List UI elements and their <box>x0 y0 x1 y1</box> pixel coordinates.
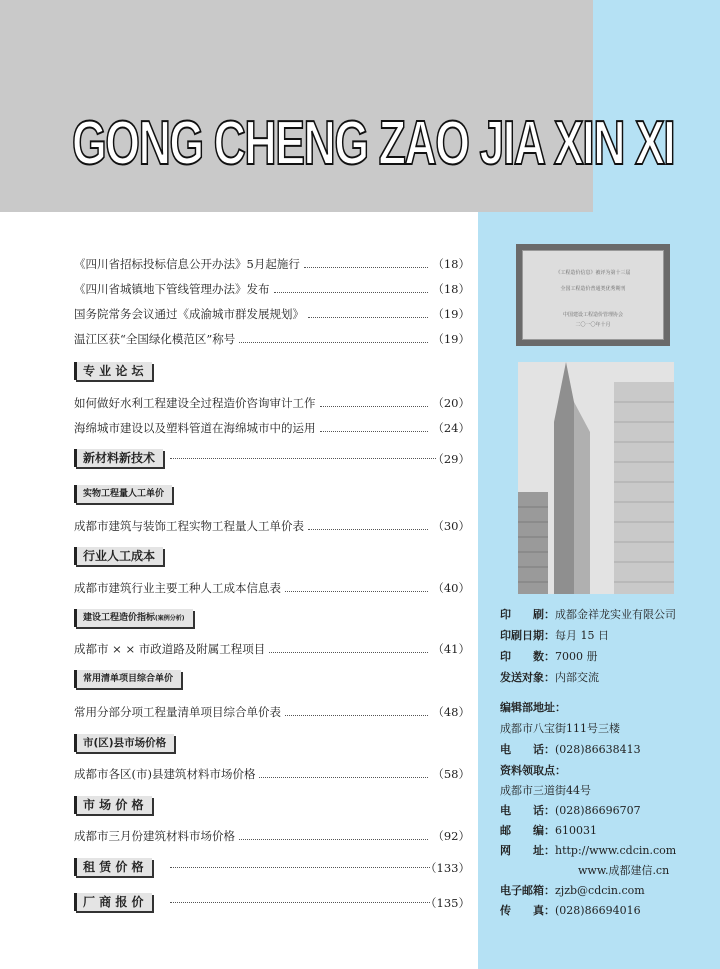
info-label: 电 话： <box>500 804 555 817</box>
certificate-line: 《工程造价信息》被评为第十三届 <box>555 270 631 276</box>
info-print-count <box>500 648 598 664</box>
toc-item[interactable] <box>74 828 470 844</box>
toc-item-page: （58） <box>432 767 470 781</box>
section-header-bill-unit-price[interactable] <box>74 670 470 690</box>
section-header-new-materials[interactable] <box>74 449 470 469</box>
toc-item-title: 成都市建筑行业主要工种人工成本信息表 <box>74 581 281 595</box>
info-value: 内部交流 <box>555 671 599 684</box>
toc-item-title: 成都市建筑与装饰工程实物工程量人工单价表 <box>74 519 304 533</box>
toc-item-page: （41） <box>432 642 470 656</box>
info-edit-address <box>500 720 620 736</box>
toc-item[interactable] <box>74 704 470 720</box>
section-tag <box>74 609 193 627</box>
info-print <box>500 606 676 622</box>
toc-item-page: （48） <box>432 705 470 719</box>
info-value[interactable]: zjzb@cdcin.com <box>555 884 645 897</box>
info-label: 资料领取点： <box>500 764 566 777</box>
info-value[interactable]: http://www.cdcin.com <box>555 844 677 857</box>
info-collect-address <box>500 782 591 798</box>
info-collect-label <box>500 762 566 778</box>
toc-item[interactable] <box>74 331 470 347</box>
section-tag: 市(区)县市场价格 <box>74 734 174 752</box>
leader-dots <box>308 317 428 318</box>
leader-dots <box>170 867 430 868</box>
section-tag-label: 建设工程造价指标 <box>83 613 156 623</box>
toc-item[interactable] <box>74 766 470 782</box>
toc-item-page: （20） <box>432 396 470 410</box>
info-value: 成都市八宝街111号三楼 <box>500 722 620 735</box>
info-value: 每月 15 日 <box>555 629 609 642</box>
info-label: 印刷日期： <box>500 629 555 642</box>
certificate-line: 二〇一〇年十月 <box>575 322 611 328</box>
info-label: 传 真： <box>500 904 555 917</box>
info-label: 发送对象： <box>500 671 555 684</box>
toc-item[interactable] <box>74 281 470 297</box>
page-title: GONG CHENG ZAO JIA XIN XI <box>72 109 675 178</box>
info-label: 网 址： <box>500 844 555 857</box>
toc-item-title: 《四川省城镇地下管线管理办法》发布 <box>74 282 270 296</box>
info-label: 印 数： <box>500 650 555 663</box>
section-header-cost-index[interactable] <box>74 609 470 629</box>
toc-item[interactable] <box>74 580 470 596</box>
info-value[interactable]: www.成都建信.cn <box>578 864 670 877</box>
section-header-county-market-price[interactable] <box>74 734 470 754</box>
skyscraper-photo <box>518 362 674 594</box>
toc-item-title: 常用分部分项工程量清单项目综合单价表 <box>74 705 281 719</box>
section-tag: 市 场 价 格 <box>74 796 152 814</box>
toc-item-title: 国务院常务会议通过《成渝城市群发展规划》 <box>74 307 304 321</box>
header-band <box>0 0 593 212</box>
leader-dots <box>274 292 429 293</box>
info-value: 成都金祥龙实业有限公司 <box>555 608 676 621</box>
section-tag: 行业人工成本 <box>74 547 163 565</box>
certificate-line: 中国建设工程造价管理协会 <box>562 312 623 318</box>
info-label: 邮 编： <box>500 824 555 837</box>
leader-dots <box>304 267 429 268</box>
section-header-market-price[interactable] <box>74 796 470 816</box>
leader-dots <box>259 777 428 778</box>
header-right-column <box>593 0 720 212</box>
info-value: 成都市三道街44号 <box>500 784 591 797</box>
info-value: (028)86694016 <box>555 904 641 917</box>
leader-dots <box>170 902 430 903</box>
toc-item[interactable] <box>74 256 470 272</box>
info-website[interactable] <box>500 842 676 858</box>
info-website-2[interactable] <box>578 862 669 878</box>
toc-item-title: 成都市各区(市)县建筑材料市场价格 <box>74 767 256 781</box>
toc-item-page: （18） <box>432 282 470 296</box>
info-value: 7000 册 <box>555 650 598 663</box>
leader-dots <box>239 342 428 343</box>
section-tag: 专 业 论 坛 <box>74 362 152 380</box>
toc-item-page: （19） <box>432 307 470 321</box>
toc-item-title: 《四川省招标投标信息公开办法》5月起施行 <box>74 257 300 271</box>
leader-dots <box>285 591 428 592</box>
certificate-image <box>516 244 670 346</box>
info-label: 编辑部地址： <box>500 701 566 714</box>
info-value: (028)86638413 <box>555 743 641 756</box>
toc-item-page: （18） <box>432 257 470 271</box>
toc-item-page: （133） <box>425 861 470 875</box>
leader-dots <box>170 458 436 459</box>
section-header-professional-forum[interactable] <box>74 362 470 382</box>
leader-dots <box>285 715 428 716</box>
toc-item[interactable] <box>74 395 470 411</box>
info-value: (028)86696707 <box>555 804 641 817</box>
skyscraper-icon <box>518 362 674 594</box>
toc-item-page: （19） <box>432 332 470 346</box>
leader-dots <box>239 839 428 840</box>
section-tag: 常用清单项目综合单价 <box>74 670 181 688</box>
section-tag: 新材料新技术 <box>74 449 163 467</box>
toc-item-title: 成都市 × × 市政道路及附属工程项目 <box>74 642 266 656</box>
section-tag: 厂 商 报 价 <box>74 893 152 911</box>
certificate-line: 全国工程造价普通类优秀期刊 <box>560 286 626 292</box>
toc-item[interactable] <box>74 306 470 322</box>
toc-item-page: （24） <box>432 421 470 435</box>
certificate-paper <box>522 250 664 340</box>
toc-item-page: （30） <box>432 519 470 533</box>
info-edit-phone <box>500 741 641 757</box>
section-tag-note: (案例分析) <box>155 615 185 622</box>
leader-dots <box>320 431 429 432</box>
toc-item-page: （135） <box>425 896 470 910</box>
info-email[interactable] <box>500 882 645 898</box>
section-header-rental-price[interactable] <box>74 858 470 878</box>
toc-item[interactable] <box>74 420 470 436</box>
section-tag: 实物工程量人工单价 <box>74 485 172 503</box>
info-value: 610031 <box>555 824 597 837</box>
toc-item[interactable] <box>74 518 470 534</box>
info-collect-phone <box>500 802 641 818</box>
toc-item-title: 如何做好水利工程建设全过程造价咨询审计工作 <box>74 396 316 410</box>
toc-item-page: （92） <box>432 829 470 843</box>
leader-dots <box>320 406 429 407</box>
toc-item-title: 温江区获“全国绿化模范区”称号 <box>74 332 236 346</box>
info-fax <box>500 902 641 918</box>
section-header-quantity-labor-price[interactable] <box>74 485 470 505</box>
info-edit-address-label <box>500 699 566 715</box>
section-header-vendor-quote[interactable] <box>74 893 470 913</box>
info-postcode <box>500 822 597 838</box>
leader-dots <box>269 652 428 653</box>
toc-item-title: 海绵城市建设以及塑料管道在海绵城市中的运用 <box>74 421 316 435</box>
info-print-date <box>500 627 609 643</box>
info-label: 电 话： <box>500 743 555 756</box>
leader-dots <box>308 529 428 530</box>
toc-item-page: （40） <box>432 581 470 595</box>
section-header-labor-cost[interactable] <box>74 547 470 567</box>
toc-item[interactable] <box>74 641 470 657</box>
info-distribution <box>500 669 599 685</box>
toc-item-page: （29） <box>432 452 470 466</box>
info-label: 印 刷： <box>500 608 555 621</box>
info-label: 电子邮箱： <box>500 884 555 897</box>
section-tag: 租 赁 价 格 <box>74 858 152 876</box>
toc-item-title: 成都市三月份建筑材料市场价格 <box>74 829 235 843</box>
